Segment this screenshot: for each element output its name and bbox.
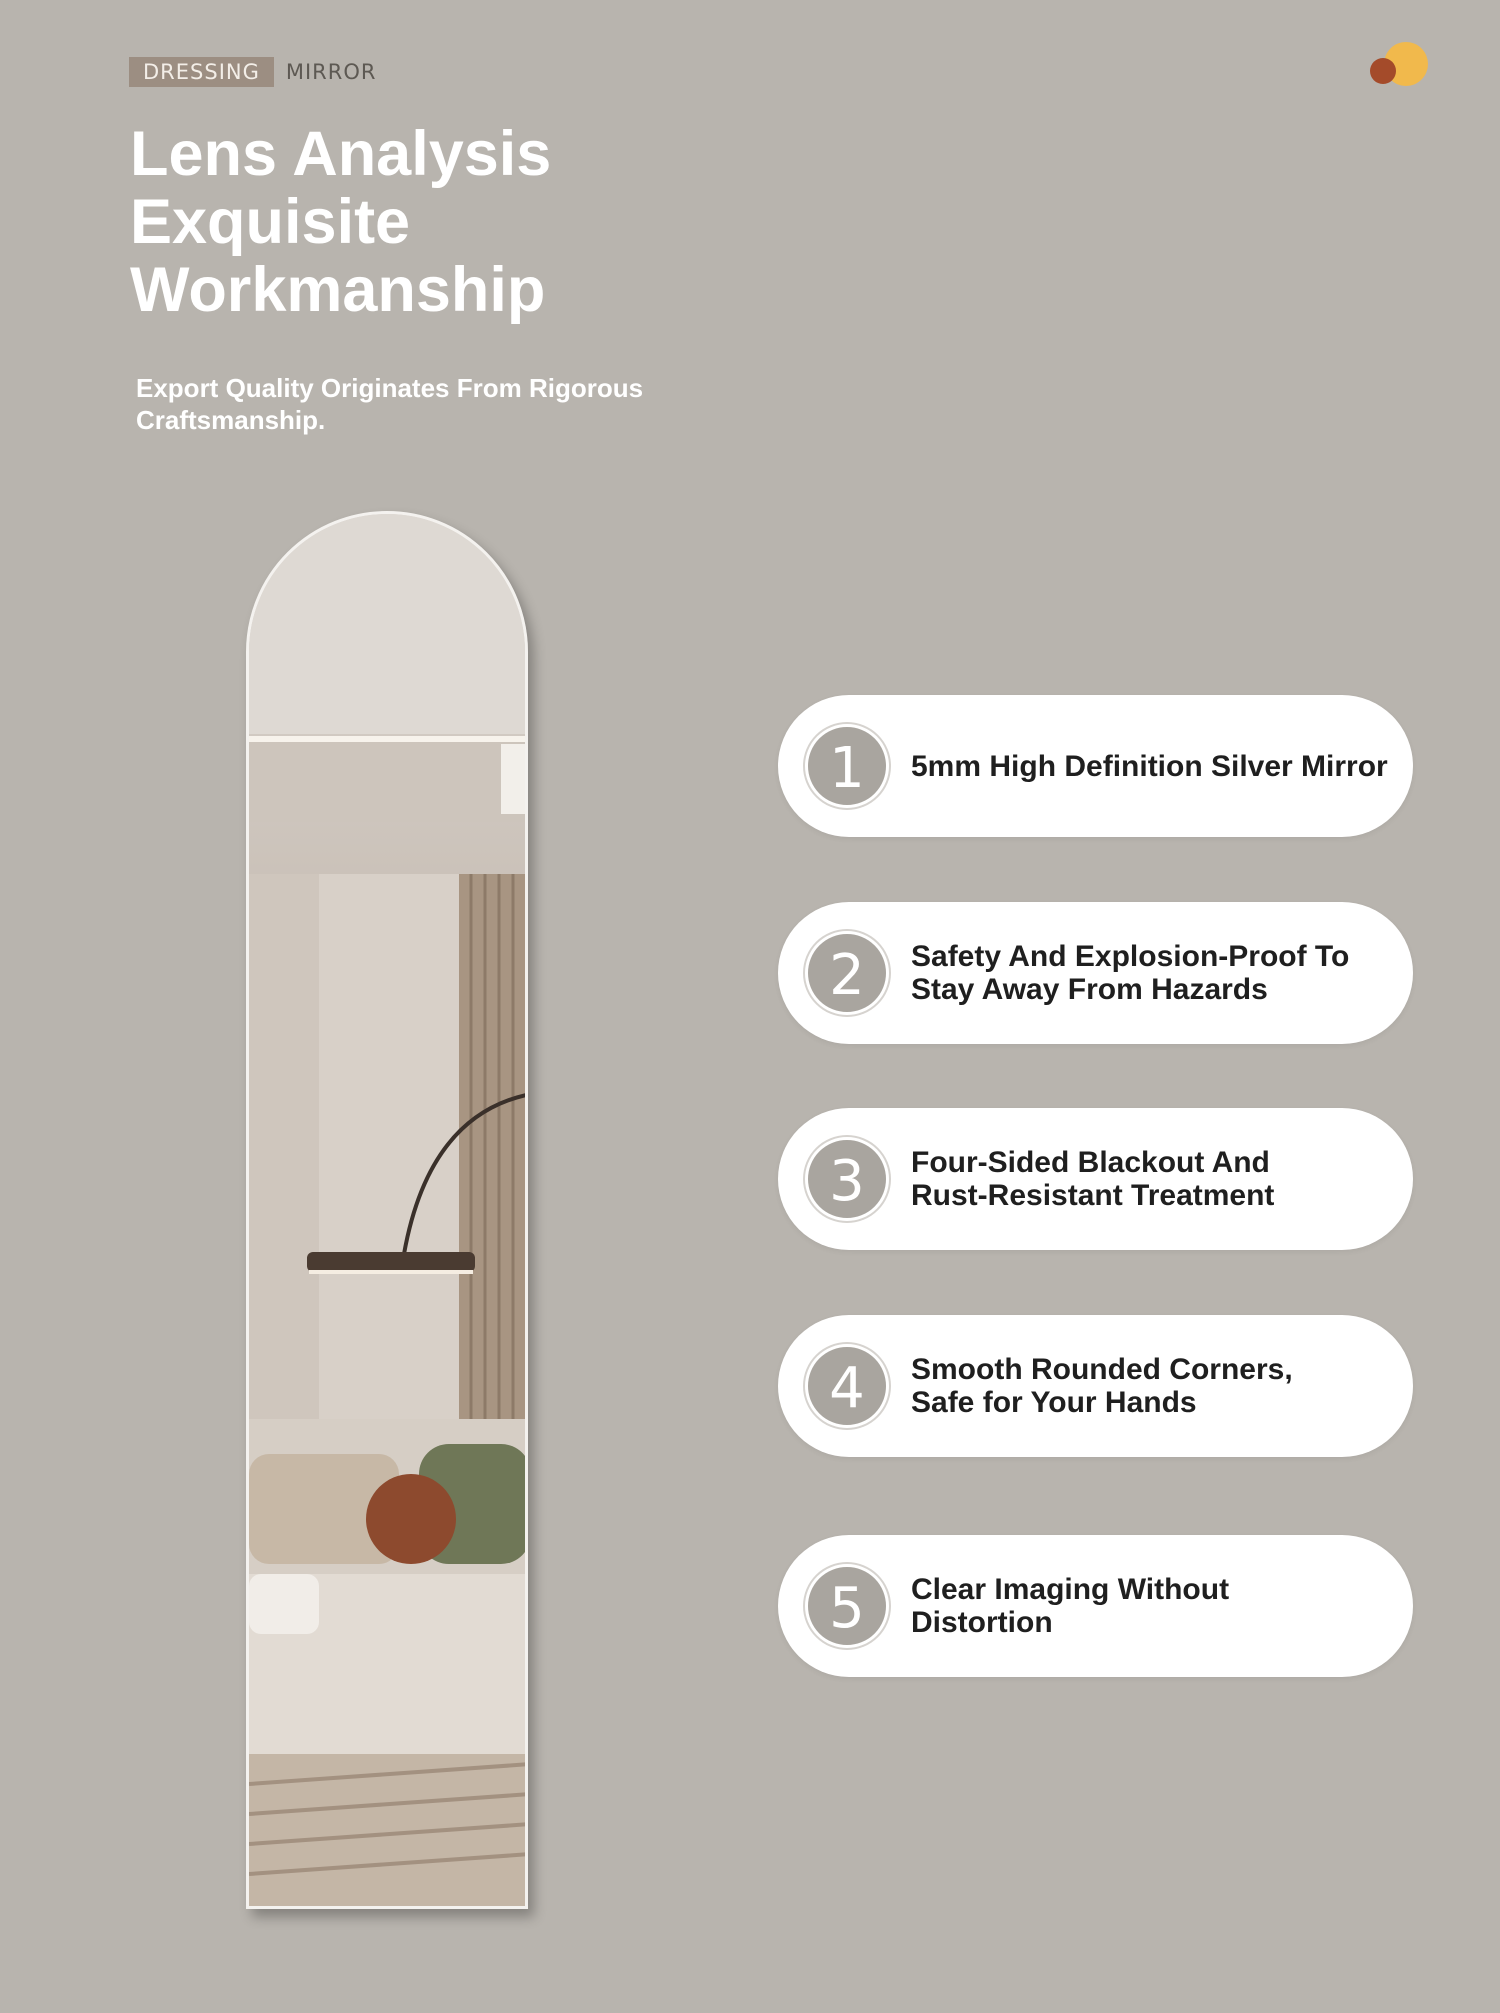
feature-text-line: Rust-Resistant Treatment bbox=[911, 1179, 1275, 1212]
feature-number-badge: 3 bbox=[805, 1137, 889, 1221]
feature-item-5 bbox=[778, 1535, 1413, 1677]
category-tag bbox=[129, 57, 377, 87]
feature-text-line: Safety And Explosion-Proof To bbox=[911, 940, 1350, 973]
feature-number-badge: 2 bbox=[805, 931, 889, 1015]
feature-number-badge: 4 bbox=[805, 1344, 889, 1428]
feature-item-3 bbox=[778, 1108, 1413, 1250]
feature-text bbox=[911, 1353, 1391, 1419]
logo-brown-dot bbox=[1370, 58, 1396, 84]
pendant-lamp-shade bbox=[307, 1252, 475, 1272]
feature-text bbox=[911, 1146, 1391, 1212]
ceiling-recess bbox=[249, 742, 528, 822]
wood-slat-wall bbox=[459, 874, 528, 1434]
wall-panel-left bbox=[249, 874, 319, 1444]
feature-item-1 bbox=[778, 695, 1413, 837]
feature-text-line: Four-Sided Blackout And bbox=[911, 1146, 1270, 1179]
ceiling-light-strip bbox=[249, 736, 528, 742]
arched-mirror-image bbox=[246, 511, 528, 1909]
two-dots-logo-icon bbox=[1368, 42, 1428, 90]
feature-text-line: Distortion bbox=[911, 1606, 1053, 1639]
round-brown-pillow bbox=[366, 1474, 456, 1564]
feature-text-line: Stay Away From Hazards bbox=[911, 973, 1268, 1006]
mirror-reflection-illustration bbox=[249, 514, 528, 1909]
striped-rug bbox=[249, 1754, 528, 1909]
feature-text-line: Clear Imaging Without bbox=[911, 1573, 1230, 1606]
category-tag-plain: MIRROR bbox=[285, 60, 377, 84]
page-subtitle bbox=[136, 372, 756, 436]
feature-number-badge: 1 bbox=[805, 724, 889, 808]
feature-text-line: Safe for Your Hands bbox=[911, 1386, 1197, 1419]
page-title-line: Workmanship bbox=[130, 255, 546, 325]
pendant-lamp-glow bbox=[309, 1270, 473, 1274]
feature-item-4 bbox=[778, 1315, 1413, 1457]
feature-text bbox=[911, 750, 1391, 783]
feature-text-line: Smooth Rounded Corners, bbox=[911, 1353, 1293, 1386]
page-title bbox=[130, 120, 730, 324]
window-reflection bbox=[501, 744, 527, 814]
page-title-line: Lens Analysis bbox=[130, 119, 552, 189]
feature-item-2 bbox=[778, 902, 1413, 1044]
ceiling bbox=[249, 514, 528, 734]
page-subtitle-line: Export Quality Originates From Rigorous bbox=[136, 373, 644, 403]
feature-text bbox=[911, 940, 1391, 1006]
side-table bbox=[249, 1574, 319, 1634]
page-title-line: Exquisite bbox=[130, 187, 411, 257]
category-tag-highlight: DRESSING bbox=[129, 57, 274, 87]
feature-text-line: 5mm High Definition Silver Mirror bbox=[911, 749, 1388, 783]
page-subtitle-line: Craftsmanship. bbox=[136, 405, 326, 435]
feature-text bbox=[911, 1573, 1391, 1639]
feature-number-badge: 5 bbox=[805, 1564, 889, 1648]
